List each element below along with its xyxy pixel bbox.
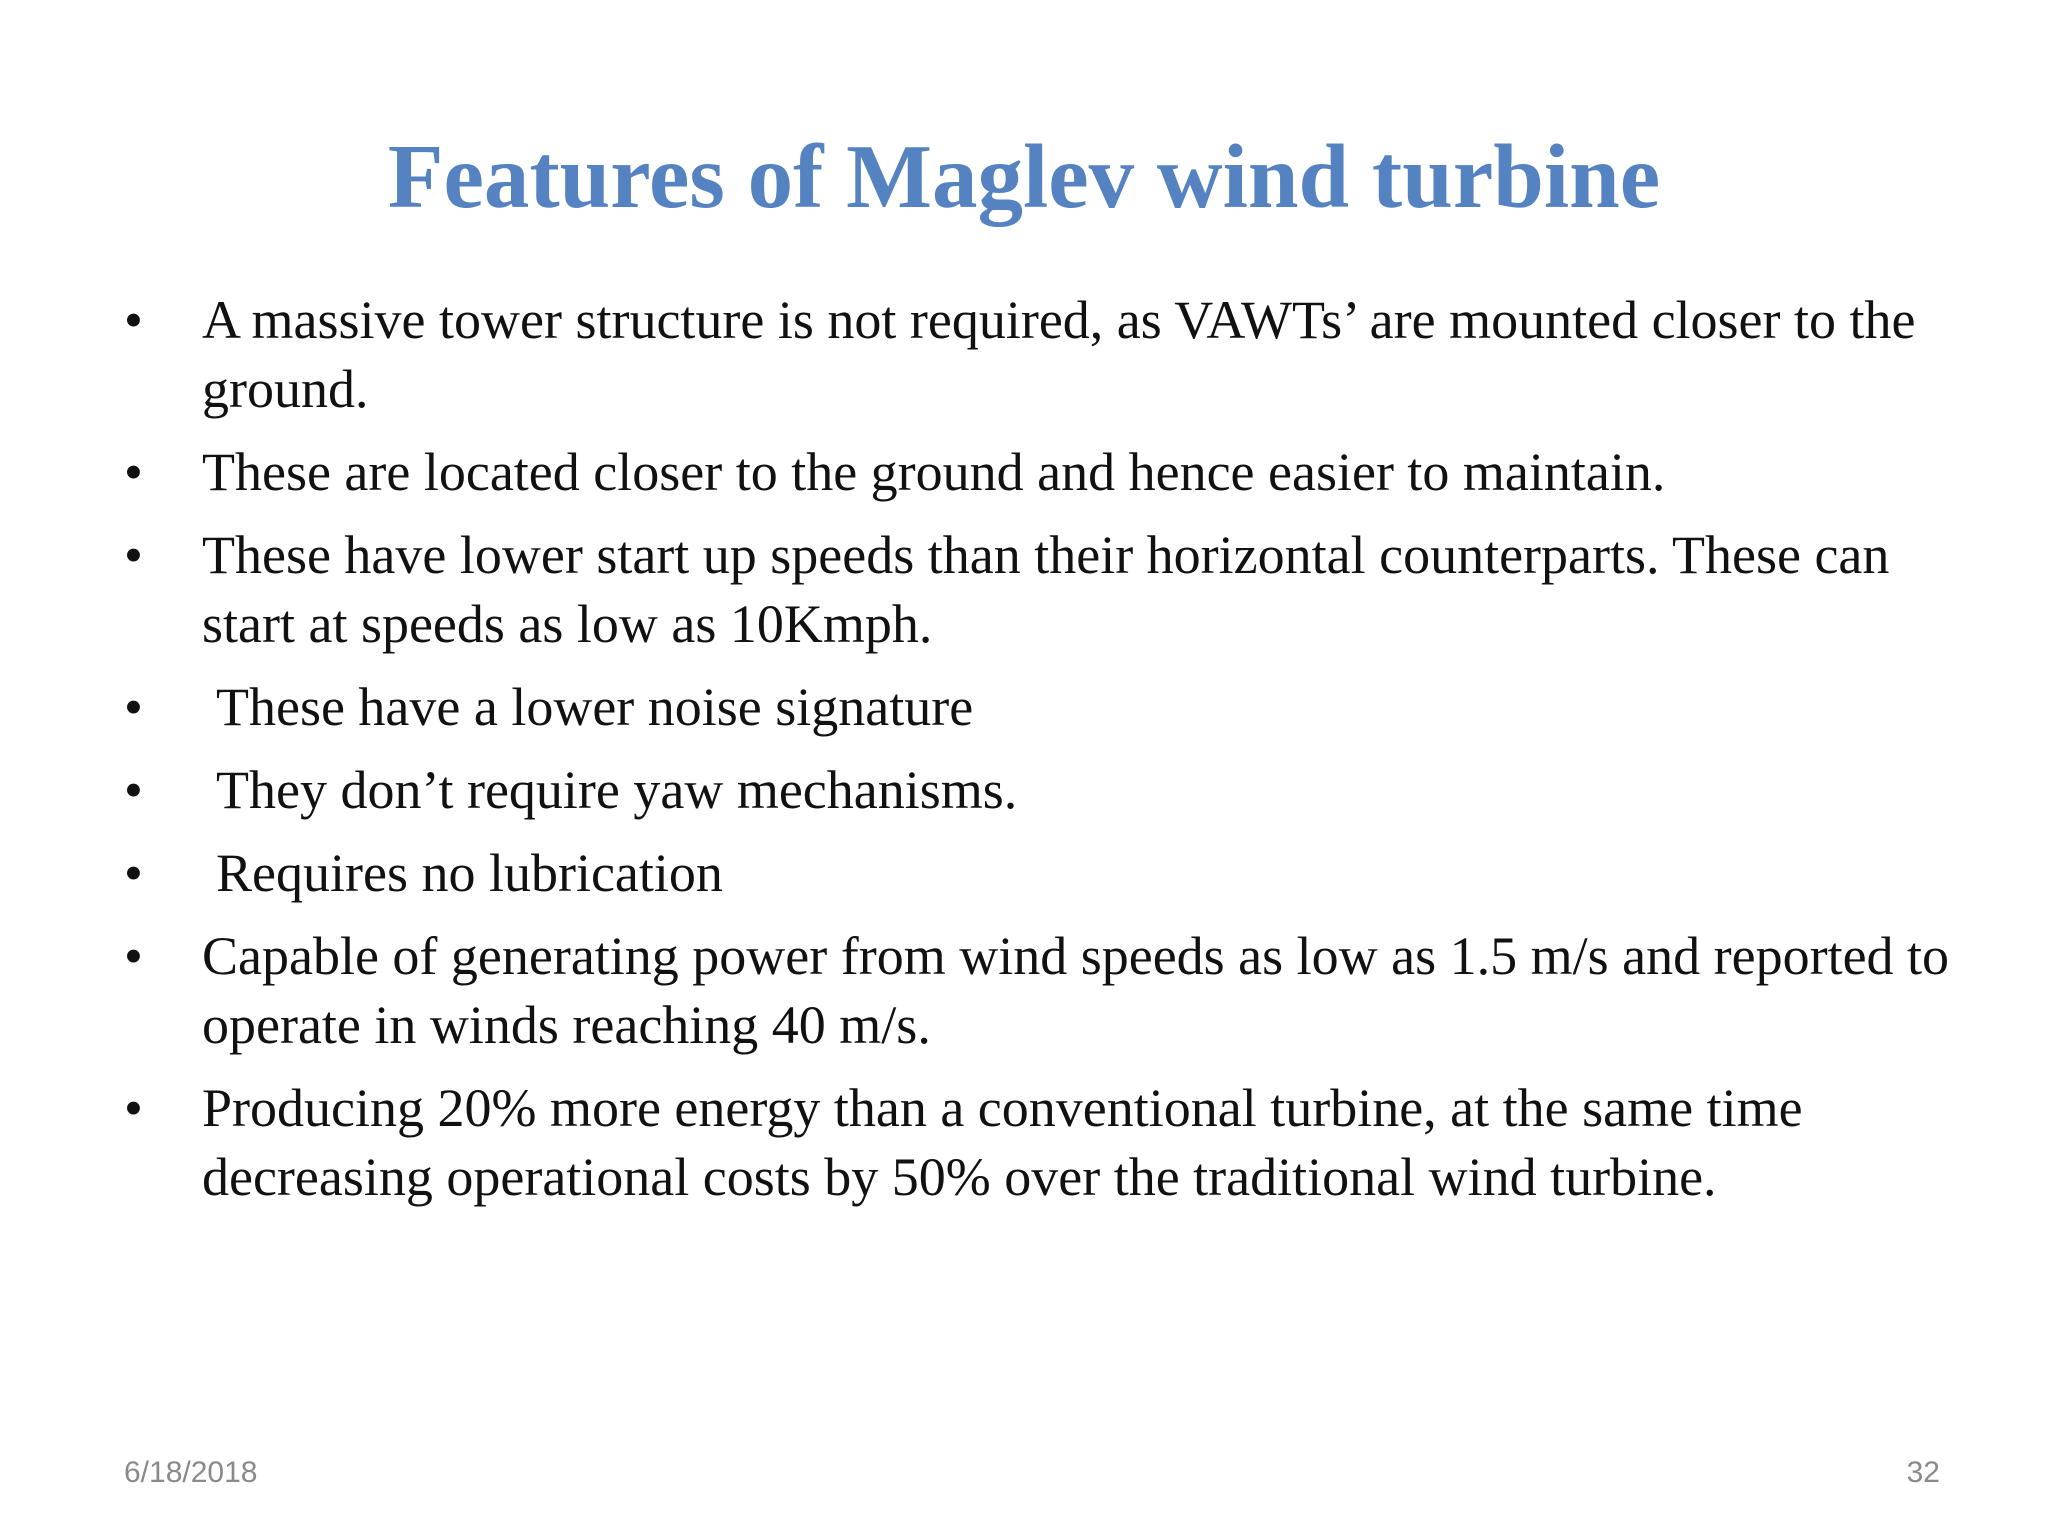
footer-date: 6/18/2018 [124, 1456, 258, 1489]
bullet-text: Capable of generating power from wind speeds as low as 1.5 m/s and reported to operate in winds reaching 40 m/s. [202, 926, 1950, 1055]
bullet-symbol: • [124, 677, 143, 737]
bullet-text: These are located closer to the ground and hence easier to maintain. [202, 442, 1666, 502]
slide-title: Features of Maglev wind turbine [387, 126, 1661, 227]
bullet-symbol: • [124, 442, 143, 502]
bullet-text: They don’t require yaw mechanisms. [216, 760, 1018, 820]
bullet-item [124, 839, 1984, 908]
bullet-item [124, 673, 1984, 742]
bullet-item [124, 521, 1984, 659]
bullet-item [124, 286, 1984, 424]
bullet-symbol: • [124, 290, 143, 350]
page-number: 32 [1906, 1456, 1940, 1489]
bullet-text: Producing 20% more energy than a conventional turbine, at the same time decreasing operational costs by 50% over the traditional wind turbine. [202, 1078, 1803, 1207]
bullet-text: A massive tower structure is not required, as VAWTs’ are mounted closer to the ground. [202, 290, 1916, 419]
bullet-symbol: • [124, 1078, 143, 1138]
bullet-symbol: • [124, 760, 143, 820]
bullet-symbol: • [124, 926, 143, 986]
bullet-symbol: • [124, 525, 143, 585]
bullet-symbol: • [124, 843, 143, 903]
bullet-list [124, 286, 1984, 1226]
bullet-text: These have a lower noise signature [216, 677, 974, 737]
bullet-item [124, 438, 1984, 507]
bullet-item [124, 922, 1984, 1060]
bullet-item [124, 756, 1984, 825]
bullet-text: Requires no lubrication [216, 843, 723, 903]
bullet-item [124, 1074, 1984, 1212]
bullet-text: These have lower start up speeds than their horizontal counterparts. These can start at speeds as low as 10Kmph. [202, 525, 1890, 654]
